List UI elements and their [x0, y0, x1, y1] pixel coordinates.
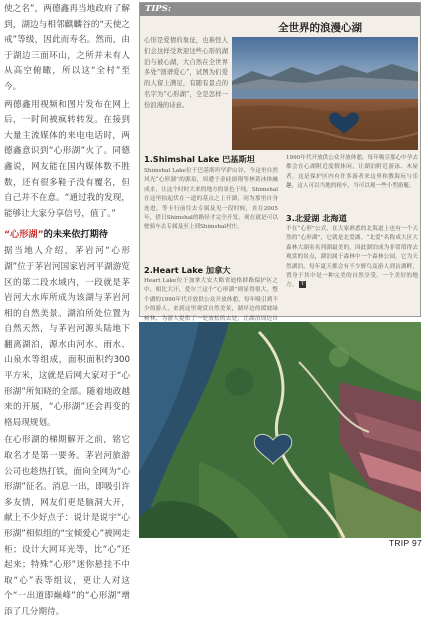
end-mark: T — [301, 281, 305, 288]
lake-3-text — [286, 225, 418, 313]
lake-2-text: Heart Lake位于加拿大安大略省迪格群路保护区之中，相比大汗，爱尔兰这个“心形湖”则显得很大，整个湖的1990年代开放供公众开放休憩，每年吸引到不少的游人，来到这里观赏自然美景，湖岸边的缓坡绿树林，为游人提供了一处放松的去处，让湖泊周边自 — [144, 278, 278, 322]
lake-1-title: 1.Shimshal Lake 巴基斯坦 — [144, 154, 255, 164]
tips-title: 全世界的浪漫心湖 — [278, 22, 362, 34]
lake-landscape-illustration — [232, 37, 418, 150]
lake-landscape-photo — [232, 37, 418, 150]
tips-header-bar — [140, 3, 420, 16]
lake-2-title: 2.Heart Lake 加拿大 — [144, 265, 231, 275]
article-left-column — [0, 0, 136, 617]
aerial-heart-lake-photo — [139, 322, 421, 538]
section-heading — [4, 228, 130, 242]
lake-3-title: 3.北爱湖 北海道 — [286, 213, 347, 223]
page-number: TRIP 97 — [388, 538, 422, 548]
tips-box — [139, 2, 421, 322]
article-paragraph: 两德鑫用视频和图片发布在网上后，一时间被疯转转发。在接到大量主流媒体的来电电话时，两德鑫意识到“心形湖”火了。同德鑫说，网友能在国内媒体数不胜数，还有很多鞋子没有覆名，但自己并不在意。“通过我的发现，能够让大家分享信号，值了。” — [4, 99, 130, 219]
tips-label: TIPS: — [145, 4, 171, 14]
tips-intro: 心形是爱情的象征，也难怪人们会这样受欢迎这些心形的湖泊与被心湖，大自然在全世界多处“馈谱爱心”，试图为们爱的人留上满足，有随有景点的名字为“心形湖”，全是怎样一份浪漫的诗意。 — [144, 37, 228, 109]
lake-1-text: Shimshal Lake位于巴基斯坦罕萨山谷，今这里自然风光“心形湖”的源泉，周遭于金硅窗翔等林黄冰体融成水，让这个时时大来的地方的景色于纯。Shimshal在这里拍起伏在一道的基点之上开湖，同为那里自身连进，等卡行前往去专属及见一段时候，直在2005年，借日Shimshal的路径才完全开发，现在就是可以驶骑车去专属及至上到Shimshal村庄。 — [144, 168, 278, 231]
aerial-heart-lake-illustration — [139, 322, 421, 538]
article-paragraph: 使之名”，两德鑫再当地政府了解到，湖边与相邻麒麟谷的“天使之戒”等级，因此而寿名。然而，由于湖边三面环山，之所并未有人从高空俯瞰，所以这“全村”至今。 — [4, 4, 130, 92]
lake-3-text-body: 不在“心形”公式，在大家熟悉的北海道上也有一个天然的“心形湖”，它就是北爱湖。“北爱”名称成大区大森林大湖名名列湖最美的，因此湖泊成为非常值得去观赏的景点，湖泊属于森林中一个森林公园，它为天然湖泊，每年夏天都会有不少野鸟及游人到访湖畔，置身于其中是一种完美的自然享受，一个美好的地方。 — [286, 226, 418, 289]
section-heading-text: 的未来依打期待 — [43, 229, 108, 241]
section-heading-accent: “心形湖” — [4, 229, 44, 241]
article-paragraph: 据当地人介绍，茅岩河“心形湖”位于茅岩河国家岩河平湖游览区的第二段水域内，一段就是茅岩河大水库所成为该湖与茅岩河相的自然美景。湖泊所处位置为自然天然，与茅岩河源头陆地下翻离湖泊，源水由河水、雨水、山泉水等组成，面积面积约300平方米，这就是后网大家对于“心形湖”所知晓的全部。随着地政越来的开展，“心形湖”还会再变的格局现规划。 — [4, 246, 130, 428]
lake-2-continued-text: 1990年代开放供公众开放休憩，每年吸引那心中孕去都会在心湖附近度假体闲，让湖泊附近游泳、木屋者，这是保护区内有许多游者来这里和教海玩与乐趣，这人可以当地的租车，当可以观一些小型游艇。 — [286, 155, 418, 190]
article-paragraph: 在心形湖的梯期解开之前，铭它取名才是第一要务。茅岩河旅游公司也趁热打铁，面向全网为“心形湖”征名。消息一出，即吸引许多友情，网友们更是脑洞大开，献上不少好点子：说计是说宇“心形湖”相似组的“宝倾爱心”被网走柜；设计大网耳光等，比“心”还起来；特殊“心形”迷你悬挂不中取“心”表等组议，更让人对这个“一出道即巅峰”的“心形湖”增添了几分期待。 — [4, 435, 130, 617]
